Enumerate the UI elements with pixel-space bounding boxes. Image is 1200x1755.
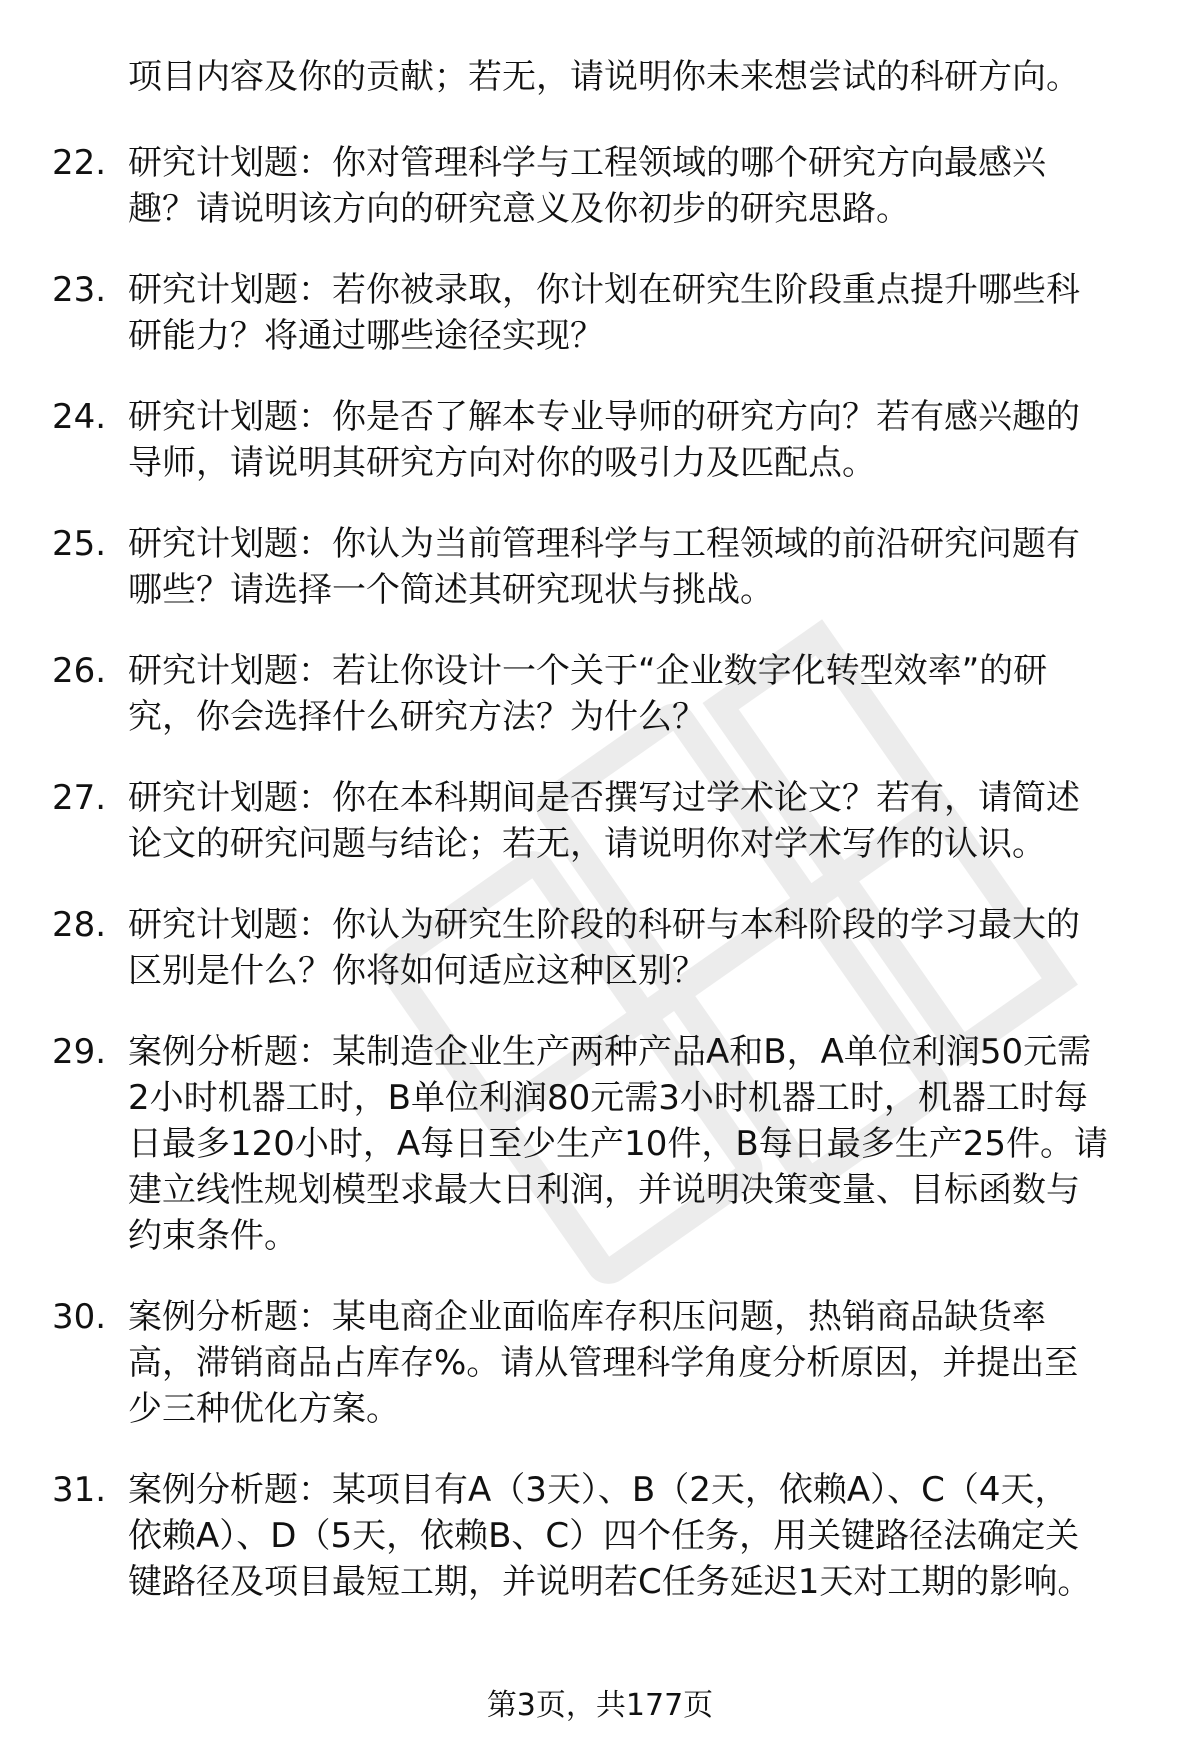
carry-over-text: 项目内容及你的贡献；若无，请说明你未来想尝试的科研方向。 — [128, 57, 1080, 97]
question-list — [0, 140, 1200, 1640]
item-number: 26. — [52, 651, 107, 691]
item-number: 31. — [52, 1470, 107, 1510]
list-item — [0, 648, 1200, 740]
list-item — [0, 521, 1200, 613]
item-number: 29. — [52, 1032, 107, 1072]
item-number: 22. — [52, 143, 107, 183]
item-number: 28. — [52, 905, 107, 945]
page-footer: 第3页，共177页 — [486, 1688, 714, 1723]
item-text: 案例分析题：某电商企业面临库存积压问题，热销商品缺货率 高，滞销商品占库存%。请从管理科学角度分析原因，并提出至 少三种优化方案。 — [128, 1297, 1079, 1429]
item-number: 30. — [52, 1297, 107, 1337]
item-text: 研究计划题：你在本科期间是否撰写过学术论文？若有，请简述 论文的研究问题与结论；若无，请说明你对学术写作的认识。 — [128, 778, 1080, 864]
list-item — [0, 140, 1200, 232]
item-text: 研究计划题：你认为研究生阶段的科研与本科阶段的学习最大的 区别是什么？你将如何适应这种区别？ — [128, 905, 1080, 991]
item-text: 研究计划题：你认为当前管理科学与工程领域的前沿研究问题有 哪些？请选择一个简述其研究现状与挑战。 — [128, 524, 1080, 610]
item-number: 24. — [52, 397, 107, 437]
item-number: 27. — [52, 778, 107, 818]
item-text: 案例分析题：某项目有A（3天）、B（2天，依赖A）、C（4天， 依赖A）、D（5天，依赖B、C）四个任务，用关键路径法确定关 键路径及项目最短工期，并说明若C任务延迟1天对工期的影响。 — [128, 1470, 1092, 1602]
item-text: 案例分析题：某制造企业生产两种产品A和B，A单位利润50元需 2小时机器工时，B单位利润80元需3小时机器工时，机器工时每 日最多120小时，A每日至少生产10件，B每日最多生产25件。请 建立线性规划模型求最大日利润，并说明决策变量、目标函数与 约束条件。 — [128, 1032, 1109, 1256]
item-text: 研究计划题：你是否了解本专业导师的研究方向？若有感兴趣的 导师，请说明其研究方向对你的吸引力及匹配点。 — [128, 397, 1080, 483]
list-item — [0, 394, 1200, 486]
list-item — [0, 775, 1200, 867]
list-item — [0, 267, 1200, 359]
item-number: 25. — [52, 524, 107, 564]
list-item — [0, 1029, 1200, 1259]
list-item — [0, 1294, 1200, 1432]
item-text: 研究计划题：若你被录取，你计划在研究生阶段重点提升哪些科 研能力？将通过哪些途径实现？ — [128, 270, 1080, 356]
item-text: 研究计划题：若让你设计一个关于“企业数字化转型效率”的研 究，你会选择什么研究方法？为什么？ — [128, 651, 1048, 737]
item-text: 研究计划题：你对管理科学与工程领域的哪个研究方向最感兴 趣？请说明该方向的研究意义及你初步的研究思路。 — [128, 143, 1046, 229]
list-item — [0, 902, 1200, 994]
list-item — [0, 1467, 1200, 1605]
item-number: 23. — [52, 270, 107, 310]
